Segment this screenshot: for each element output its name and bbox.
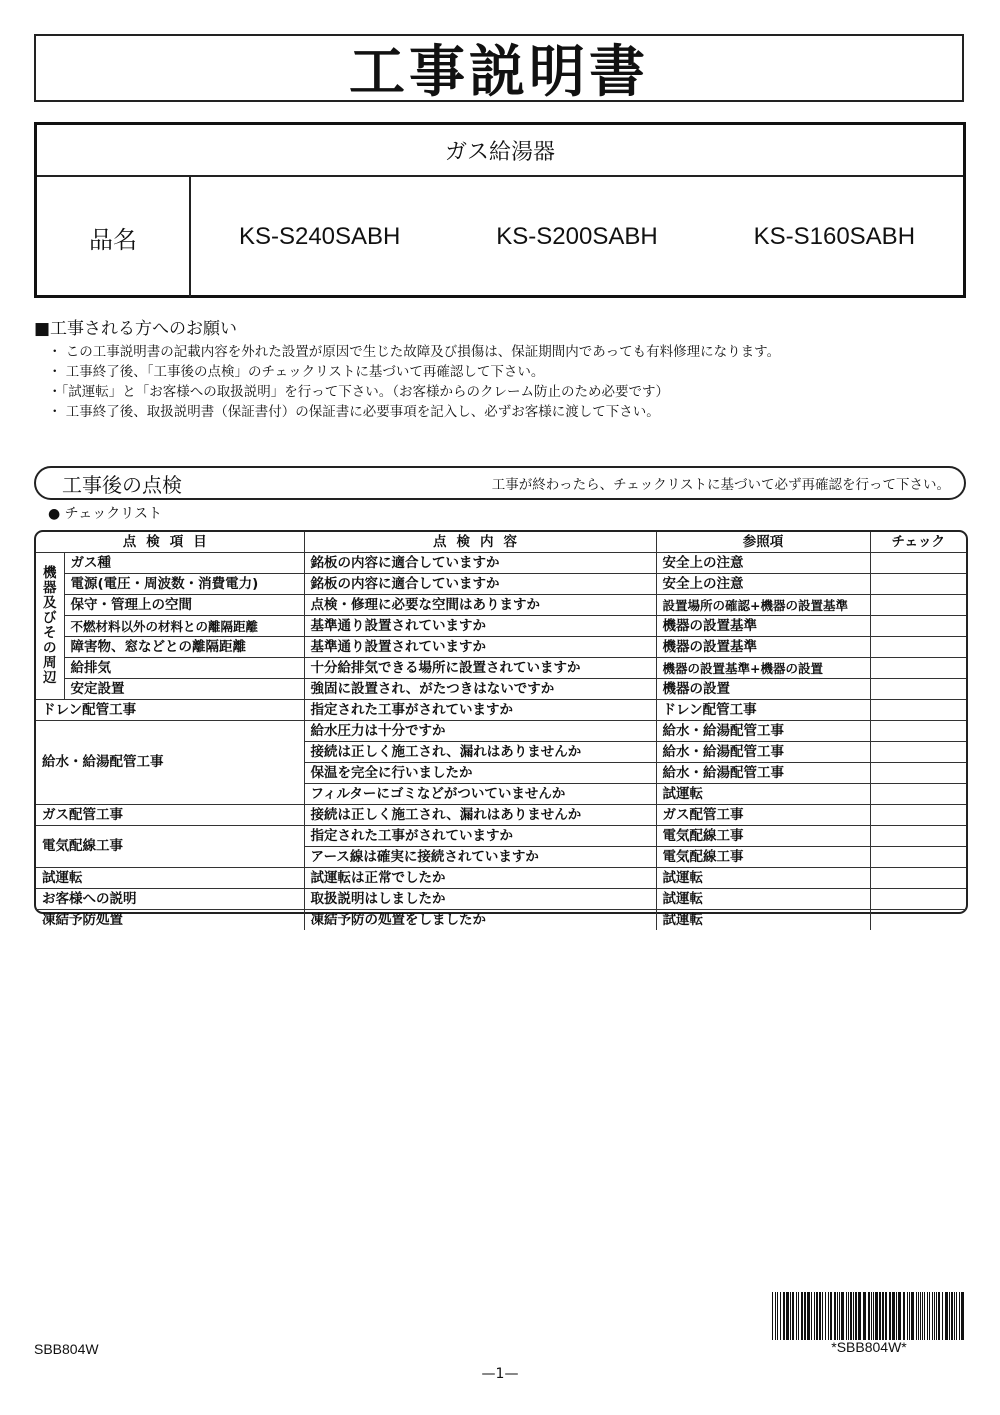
row-content: 点検・修理に必要な空間はありますか [304, 595, 656, 616]
row-content: フィルターにゴミなどがついていませんか [304, 784, 656, 805]
document-title: 工事説明書 [349, 40, 649, 105]
row-item: お客様への説明 [36, 889, 304, 910]
row-item: 給排気 [64, 658, 304, 679]
table-row [36, 658, 966, 679]
row-reference: 機器の設置基準 [656, 616, 870, 637]
row-reference: 試運転 [656, 889, 870, 910]
request-heading: ■工事される方へのお願い [34, 319, 238, 339]
check-cell[interactable] [870, 868, 966, 889]
table-row [36, 679, 966, 700]
checklist-label: ● チェックリスト [48, 506, 162, 522]
row-item: ガス種 [64, 553, 304, 574]
page-number: —1— [481, 1366, 519, 1382]
row-reference: 試運転 [656, 868, 870, 889]
check-cell[interactable] [870, 553, 966, 574]
table-row [36, 868, 966, 889]
row-content: 接続は正しく施工され、漏れはありませんか [304, 742, 656, 763]
row-content: 基準通り設置されていますか [304, 616, 656, 637]
group-label-equipment: 機 器 及 び そ の 周 辺 [36, 553, 64, 700]
row-item: ドレン配管工事 [36, 700, 304, 721]
barcode-text: *SBB804W* [831, 1339, 907, 1355]
row-reference: 給水・給湯配管工事 [656, 763, 870, 784]
row-item: 電気配線工事 [36, 826, 304, 868]
product-name-label: 品名 [37, 177, 191, 297]
row-reference: 安全上の注意 [656, 553, 870, 574]
request-item: ・ この工事説明書の記載内容を外れた設置が原因で生じた故障及び損傷は、保証期間内であっても有料修理になります。 [48, 344, 781, 360]
row-reference: 試運転 [656, 784, 870, 805]
header-check: チェック [870, 532, 966, 553]
row-reference: 機器の設置 [656, 679, 870, 700]
check-cell[interactable] [870, 658, 966, 679]
row-content: 十分給排気できる場所に設置されていますか [304, 658, 656, 679]
request-item: ・ 工事終了後、「工事後の点検」のチェックリストに基づいて再確認して下さい。 [48, 364, 545, 380]
row-content: 銘板の内容に適合していますか [304, 553, 656, 574]
table-row [36, 910, 966, 931]
document-code: SBB804W [34, 1341, 99, 1357]
row-reference: 安全上の注意 [656, 574, 870, 595]
check-cell[interactable] [870, 700, 966, 721]
inspection-note: 工事が終わったら、チェックリストに基づいて必ず再確認を行って下さい。 [491, 477, 950, 493]
model-name: KS-S160SABH [753, 223, 916, 250]
row-content: 銘板の内容に適合していますか [304, 574, 656, 595]
barcode [772, 1292, 966, 1340]
check-cell[interactable] [870, 889, 966, 910]
row-content: 保温を完全に行いましたか [304, 763, 656, 784]
request-item: ・ 工事終了後、取扱説明書（保証書付）の保証書に必要事項を記入し、必ずお客様に渡して下さい。 [48, 404, 660, 420]
row-item: 保守・管理上の空間 [64, 595, 304, 616]
row-reference: 機器の設置基準 [656, 637, 870, 658]
row-reference: 試運転 [656, 910, 870, 931]
row-content: 強固に設置され、がたつきはないですか [304, 679, 656, 700]
row-item: 不燃材料以外の材料との離隔距離 [64, 616, 304, 637]
product-category: ガス給湯器 [37, 125, 963, 177]
product-info-box [34, 122, 966, 298]
request-list [48, 342, 978, 422]
row-reference: ガス配管工事 [656, 805, 870, 826]
table-row [36, 700, 966, 721]
check-cell[interactable] [870, 595, 966, 616]
row-item: 障害物、窓などとの離隔距離 [64, 637, 304, 658]
row-item: 安定設置 [64, 679, 304, 700]
check-cell[interactable] [870, 910, 966, 931]
table-row [36, 616, 966, 637]
check-cell[interactable] [870, 721, 966, 742]
table-row [36, 889, 966, 910]
check-cell[interactable] [870, 763, 966, 784]
row-content: 指定された工事がされていますか [304, 700, 656, 721]
inspection-section-header [34, 466, 966, 500]
row-content: 給水圧力は十分ですか [304, 721, 656, 742]
check-cell[interactable] [870, 574, 966, 595]
row-item: 試運転 [36, 868, 304, 889]
header-item: 点検項目 [36, 532, 304, 553]
check-cell[interactable] [870, 679, 966, 700]
row-content: アース線は確実に接続されていますか [304, 847, 656, 868]
row-reference: ドレン配管工事 [656, 700, 870, 721]
row-reference: 電気配線工事 [656, 847, 870, 868]
row-content: 接続は正しく施工され、漏れはありませんか [304, 805, 656, 826]
table-row [36, 637, 966, 658]
row-item: ガス配管工事 [36, 805, 304, 826]
table-row [36, 553, 966, 574]
table-row [36, 721, 966, 742]
row-content: 試運転は正常でしたか [304, 868, 656, 889]
row-content: 取扱説明はしましたか [304, 889, 656, 910]
checklist-table [34, 530, 968, 928]
table-row [36, 826, 966, 847]
table-header-row [36, 532, 966, 553]
check-cell[interactable] [870, 784, 966, 805]
check-cell[interactable] [870, 742, 966, 763]
product-name-row [37, 177, 963, 297]
check-cell[interactable] [870, 826, 966, 847]
row-reference: 給水・給湯配管工事 [656, 721, 870, 742]
product-models [191, 177, 963, 297]
check-cell[interactable] [870, 637, 966, 658]
model-name: KS-S240SABH [238, 223, 401, 250]
header-reference: 参照項 [656, 532, 870, 553]
row-reference: 設置場所の確認+機器の設置基準 [656, 595, 870, 616]
row-content: 凍結予防の処置をしましたか [304, 910, 656, 931]
table-row [36, 595, 966, 616]
row-content: 指定された工事がされていますか [304, 826, 656, 847]
check-cell[interactable] [870, 805, 966, 826]
table-row [36, 574, 966, 595]
row-reference: 電気配線工事 [656, 826, 870, 847]
check-cell[interactable] [870, 847, 966, 868]
inspection-title: 工事後の点検 [62, 472, 182, 497]
row-reference: 機器の設置基準+機器の設置 [656, 658, 870, 679]
row-item: 給水・給湯配管工事 [36, 721, 304, 805]
header-content: 点検内容 [304, 532, 656, 553]
model-name: KS-S200SABH [496, 223, 658, 250]
document-title-box [34, 34, 964, 105]
row-item: 凍結予防処置 [36, 910, 304, 931]
row-content: 基準通り設置されていますか [304, 637, 656, 658]
table-row [36, 805, 966, 826]
check-cell[interactable] [870, 616, 966, 637]
request-item: ・「試運転」と「お客様への取扱説明」を行って下さい。（お客様からのクレーム防止のため必要です） [48, 384, 669, 400]
row-item: 電源(電圧・周波数・消費電力) [64, 574, 304, 595]
row-reference: 給水・給湯配管工事 [656, 742, 870, 763]
